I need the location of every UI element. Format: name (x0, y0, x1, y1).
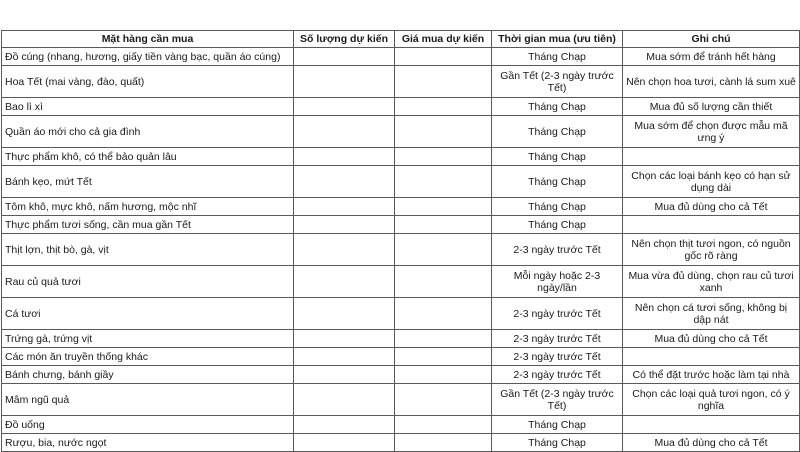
time-cell: Tháng Chạp (492, 216, 623, 234)
quantity-cell (294, 384, 395, 416)
time-cell: Gần Tết (2-3 ngày trước Tết) (492, 66, 623, 98)
time-cell: Tháng Chạp (492, 148, 623, 166)
quantity-cell (294, 434, 395, 452)
time-cell: Mỗi ngày hoặc 2-3 ngày/lần (492, 266, 623, 298)
note-cell: Mua sớm để tránh hết hàng (623, 48, 800, 66)
price-cell (395, 348, 492, 366)
item-cell: Mâm ngũ quả (2, 384, 294, 416)
note-cell: Mua đủ số lượng cần thiết (623, 98, 800, 116)
quantity-cell (294, 416, 395, 434)
note-cell (623, 148, 800, 166)
item-cell: Rau củ quả tươi (2, 266, 294, 298)
quantity-cell (294, 48, 395, 66)
item-cell: Thực phẩm tươi sống, cần mua gần Tết (2, 216, 294, 234)
time-cell: Tháng Chạp (492, 198, 623, 216)
note-cell: Mua vừa đủ dùng, chọn rau củ tươi xanh (623, 266, 800, 298)
column-header-price: Giá mua dự kiến (395, 31, 492, 48)
item-cell: Cá tươi (2, 298, 294, 330)
table-row (2, 384, 800, 416)
column-header-note: Ghi chú (623, 31, 800, 48)
time-cell: Gần Tết (2-3 ngày trước Tết) (492, 384, 623, 416)
table-header-row (2, 31, 800, 48)
quantity-cell (294, 198, 395, 216)
quantity-cell (294, 166, 395, 198)
table-row (2, 198, 800, 216)
quantity-cell (294, 66, 395, 98)
price-cell (395, 166, 492, 198)
item-cell: Bánh chưng, bánh giầy (2, 366, 294, 384)
time-cell: 2-3 ngày trước Tết (492, 330, 623, 348)
price-cell (395, 216, 492, 234)
time-cell: 2-3 ngày trước Tết (492, 234, 623, 266)
quantity-cell (294, 116, 395, 148)
table-row (2, 148, 800, 166)
item-cell: Đồ uống (2, 416, 294, 434)
note-cell: Nên chọn cá tươi sống, không bị dập nát (623, 298, 800, 330)
item-cell: Rượu, bia, nước ngọt (2, 434, 294, 452)
table-row (2, 330, 800, 348)
item-cell: Bao lì xì (2, 98, 294, 116)
quantity-cell (294, 366, 395, 384)
price-cell (395, 384, 492, 416)
table-row (2, 366, 800, 384)
table-row (2, 348, 800, 366)
price-cell (395, 366, 492, 384)
price-cell (395, 148, 492, 166)
column-header-item: Mặt hàng cần mua (2, 31, 294, 48)
price-cell (395, 116, 492, 148)
note-cell: Mua sớm để chọn được mẫu mã ưng ý (623, 116, 800, 148)
price-cell (395, 98, 492, 116)
note-cell: Mua đủ dùng cho cả Tết (623, 434, 800, 452)
note-cell: Chọn các loại bánh kẹo có hạn sử dụng dài (623, 166, 800, 198)
quantity-cell (294, 98, 395, 116)
quantity-cell (294, 148, 395, 166)
time-cell: Tháng Chạp (492, 48, 623, 66)
time-cell: Tháng Chạp (492, 98, 623, 116)
table-row (2, 166, 800, 198)
table-row (2, 416, 800, 434)
column-header-quantity: Số lượng dự kiến (294, 31, 395, 48)
item-cell: Bánh kẹo, mứt Tết (2, 166, 294, 198)
item-cell: Tôm khô, mực khô, nấm hương, mộc nhĩ (2, 198, 294, 216)
time-cell: Tháng Chạp (492, 166, 623, 198)
quantity-cell (294, 298, 395, 330)
quantity-cell (294, 234, 395, 266)
time-cell: 2-3 ngày trước Tết (492, 348, 623, 366)
item-cell: Thực phẩm khô, có thể bảo quản lâu (2, 148, 294, 166)
time-cell: Tháng Chạp (492, 416, 623, 434)
item-cell: Quần áo mới cho cả gia đình (2, 116, 294, 148)
note-cell (623, 348, 800, 366)
item-cell: Thịt lợn, thịt bò, gà, vịt (2, 234, 294, 266)
time-cell: 2-3 ngày trước Tết (492, 366, 623, 384)
price-cell (395, 434, 492, 452)
price-cell (395, 48, 492, 66)
item-cell: Các món ăn truyền thống khác (2, 348, 294, 366)
price-cell (395, 416, 492, 434)
quantity-cell (294, 330, 395, 348)
price-cell (395, 266, 492, 298)
quantity-cell (294, 266, 395, 298)
price-cell (395, 298, 492, 330)
note-cell (623, 216, 800, 234)
note-cell: Mua đủ dùng cho cả Tết (623, 330, 800, 348)
column-header-time: Thời gian mua (ưu tiên) (492, 31, 623, 48)
table-row (2, 266, 800, 298)
note-cell: Có thể đặt trước hoặc làm tại nhà (623, 366, 800, 384)
item-cell: Đồ cúng (nhang, hương, giấy tiền vàng bạc, quần áo cúng) (2, 48, 294, 66)
price-cell (395, 330, 492, 348)
note-cell (623, 416, 800, 434)
time-cell: Tháng Chạp (492, 116, 623, 148)
note-cell: Mua đủ dùng cho cả Tết (623, 198, 800, 216)
table-row (2, 66, 800, 98)
price-cell (395, 66, 492, 98)
item-cell: Trứng gà, trứng vịt (2, 330, 294, 348)
note-cell: Chọn các loại quả tươi ngon, có ý nghĩa (623, 384, 800, 416)
time-cell: 2-3 ngày trước Tết (492, 298, 623, 330)
note-cell: Nên chọn hoa tươi, cành lá sum xuê (623, 66, 800, 98)
table-row (2, 98, 800, 116)
quantity-cell (294, 348, 395, 366)
table-row (2, 298, 800, 330)
price-cell (395, 234, 492, 266)
table-row (2, 216, 800, 234)
table-row (2, 116, 800, 148)
price-cell (395, 198, 492, 216)
table-row (2, 48, 800, 66)
tet-shopping-table (1, 30, 800, 452)
note-cell: Nên chọn thịt tươi ngon, có nguồn gốc rõ ràng (623, 234, 800, 266)
quantity-cell (294, 216, 395, 234)
table-row (2, 234, 800, 266)
time-cell: Tháng Chạp (492, 434, 623, 452)
table-row (2, 434, 800, 452)
item-cell: Hoa Tết (mai vàng, đào, quất) (2, 66, 294, 98)
